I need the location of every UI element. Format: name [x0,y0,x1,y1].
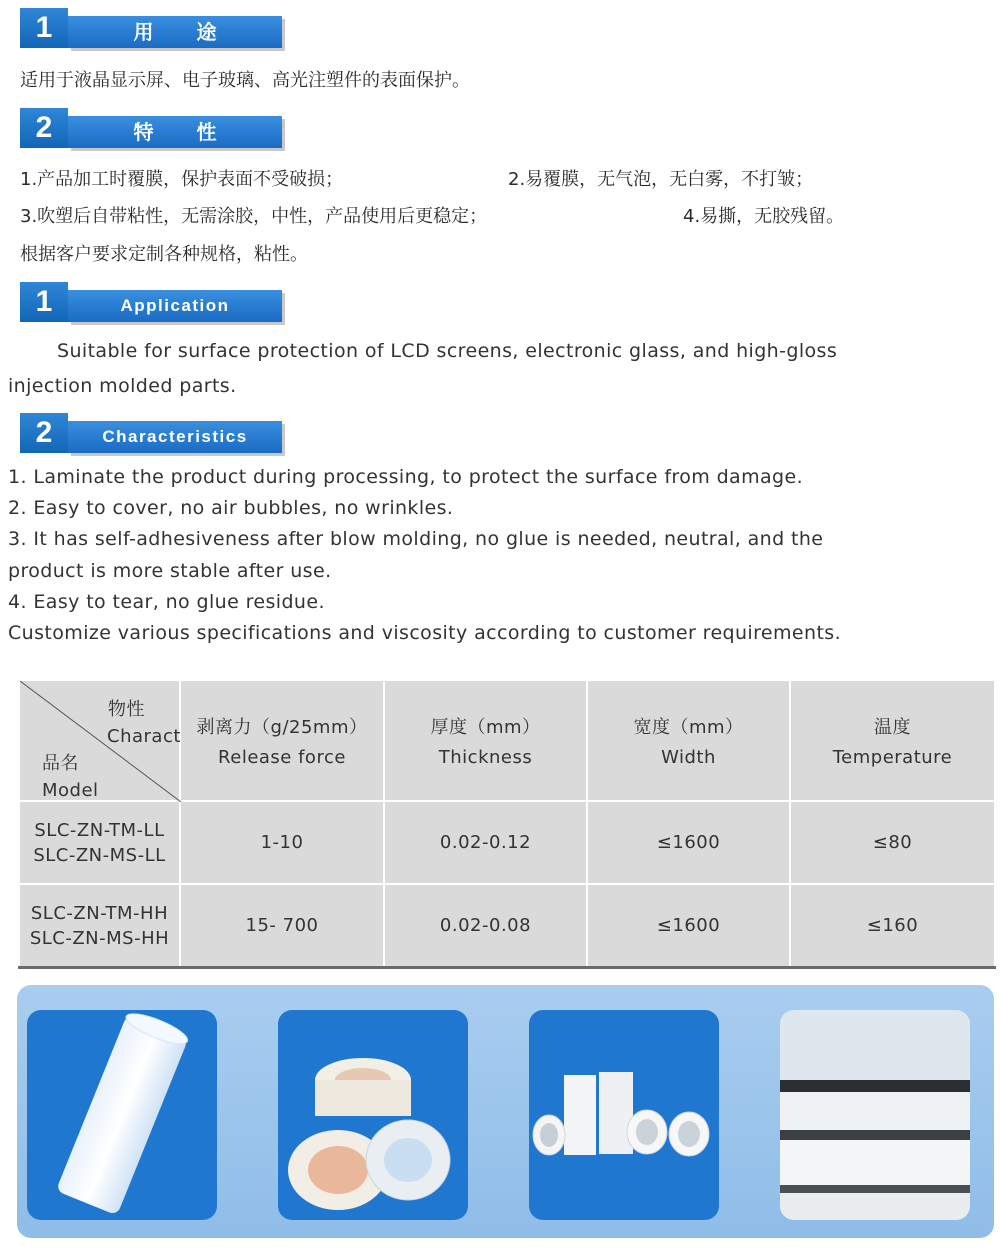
corner-property-en: Charact [107,726,181,747]
column-header-en: Temperature [832,747,953,769]
value-cell: ≤1600 [587,884,790,967]
corner-property-cn: 物性 [108,699,145,720]
usage-text: 适用于液晶显示屏、电子玻璃、高光注塑件的表面保护。 [20,70,470,91]
feature-item: 3.吹塑后自带粘性，无需涂胶，中性，产品使用后更稳定； [20,206,488,227]
value-cell: ≤160 [790,884,995,967]
table-row [19,801,995,884]
section-header-usage [20,8,282,48]
section-title: 特 性 [133,120,235,144]
model-name: SLC-ZN-TM-LL [34,819,165,841]
column-header-en: Thickness [438,747,533,769]
feature-item: 4.易撕，无胶残留。 [683,206,845,227]
value-cell: ≤80 [790,801,995,884]
column-header-en: Release force [218,747,346,769]
section-number: 1 [20,282,68,322]
value-cell: 15- 700 [180,884,384,967]
model-name: SLC-ZN-MS-LL [33,844,166,866]
model-name: SLC-ZN-MS-HH [29,927,170,949]
model-cell [19,884,180,967]
product-photo-production-line [780,1010,970,1220]
characteristic-line: 4. Easy to tear, no glue residue. [8,591,325,613]
section-header-application [20,282,282,322]
characteristic-line: 3. It has self-adhesiveness after blow molding, no glue is needed, neutral, and the [8,528,824,550]
model-cell [19,801,180,884]
model-name: SLC-ZN-TM-HH [30,902,169,924]
value-cell: 1-10 [180,801,384,884]
spec-table [18,679,996,969]
application-line: injection molded parts. [8,375,237,397]
column-header-cn: 温度 [874,717,911,739]
section-header-characteristics [20,413,282,453]
value-cell: 0.02-0.08 [384,884,587,967]
table-row [19,884,995,967]
value-cell: ≤1600 [587,801,790,884]
section-number: 2 [20,108,68,148]
feature-item: 2.易覆膜，无气泡，无白雾，不打皱； [508,169,814,190]
characteristic-line: 1. Laminate the product during processing, to protect the surface from damage. [8,466,804,488]
product-photo-tape-rolls [278,1010,468,1220]
product-gallery [17,985,994,1238]
product-photo-roll [27,1010,217,1220]
feature-item: 1.产品加工时覆膜，保护表面不受破损； [20,169,344,190]
section-number: 2 [20,413,68,453]
column-header-temperature [790,680,995,801]
column-header-cn: 厚度（mm） [430,717,541,739]
table-header-row [19,680,995,801]
application-line: Suitable for surface protection of LCD screens, electronic glass, and high-gloss [57,340,838,362]
column-header-release-force [180,680,384,801]
value-cell: 0.02-0.12 [384,801,587,884]
section-title: Characteristics [102,427,248,446]
section-title: 用 途 [133,20,235,44]
corner-model-cn: 品名 [42,753,79,774]
section-header-features [20,108,282,148]
column-header-cn: 宽度（mm） [633,717,744,739]
feature-note: 根据客户要求定制各种规格，粘性。 [20,244,308,265]
column-header-en: Width [661,747,716,769]
product-photo-white-rolls [529,1010,719,1220]
characteristic-line: product is more stable after use. [8,560,332,582]
corner-header-cell [19,680,180,801]
column-header-width [587,680,790,801]
characteristic-line: Customize various specifications and viscosity according to customer requirements. [8,622,842,644]
section-title: Application [120,296,230,315]
characteristic-line: 2. Easy to cover, no air bubbles, no wrinkles. [8,497,454,519]
column-header-cn: 剥离力（g/25mm） [196,717,368,739]
corner-model-en: Model [42,780,99,801]
section-number: 1 [20,8,68,48]
column-header-thickness [384,680,587,801]
